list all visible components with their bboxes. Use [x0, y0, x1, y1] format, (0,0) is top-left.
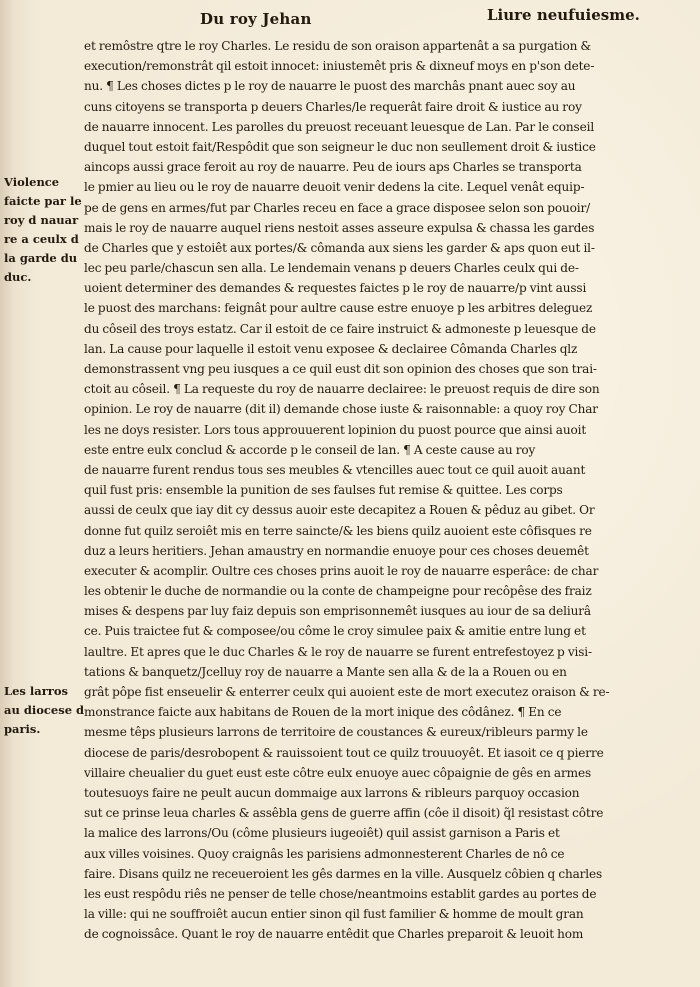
- body-text-column: [84, 36, 684, 944]
- text-line: aux villes voisines. Quoy craignâs les parisiens admonnesterent Charles de nô ce: [84, 846, 565, 861]
- text-line: mesme têps plusieurs larrons de territoire de coustances & eureux/ribleurs parmy le: [84, 725, 588, 740]
- margin-note-violence: [4, 173, 84, 287]
- text-line: toutesuoys faire ne peult aucun dommaige aux larrons & ribleurs parquoy occasion: [84, 785, 580, 800]
- text-line: monstrance faicte aux habitans de Rouen de la mort inique des côdânez. ¶ En ce: [84, 705, 562, 720]
- text-line: demonstrassent vng peu iusques a ce quil eust dit son opinion des choses que son trai-: [84, 362, 597, 376]
- running-title-left: Du roy Jehan: [200, 10, 312, 28]
- margin-note-line: roy d nauar: [4, 213, 79, 227]
- text-line: ce. Puis traictee fut & composee/ou côme le croy simulee paix & amitie entre lung et: [84, 624, 586, 639]
- margin-note-line: au diocese d: [4, 703, 85, 717]
- text-line: la malice des larrons/Ou (côme plusieurs iugeoiêt) quil assist garnison a Paris et: [84, 826, 560, 841]
- text-line: mais le roy de nauarre auquel riens nestoit asses asseure expulsa & chassa les gardes: [84, 220, 595, 235]
- text-line: le puost des marchans: feignât pour aultre cause estre enuoye p les arbitres deleguez: [84, 301, 593, 316]
- text-line: pe de gens en armes/fut par Charles receu en face a grace disposee selon son pouoir/: [84, 200, 591, 215]
- text-line: aincops aussi grace feroit au roy de nauarre. Peu de iours aps Charles se transporta: [84, 160, 582, 175]
- text-line: les obtenir le duche de normandie ou la conte de champeigne pour recôpêse des fraiz: [84, 584, 592, 599]
- text-line: de nauarre innocent. Les parolles du preuost receuant leuesque de Lan. Par le conseil: [84, 119, 595, 134]
- text-line: duquel tout estoit fait/Respôdit que son seigneur le duc non seullement droit & iustice: [84, 139, 596, 154]
- margin-note-line: la garde du: [4, 251, 78, 265]
- margin-note-line: Violence: [4, 175, 60, 189]
- text-line: de Charles que y estoiêt aux portes/& cômanda aux siens les garder & aps quon eut il-: [84, 240, 595, 255]
- text-line: laultre. Et apres que le duc Charles & le roy de nauarre se furent entrefestoyez p visi-: [84, 644, 592, 659]
- text-line: donne fut quilz seroiêt mis en terre saincte/& les biens quilz auoient este côfisques re: [84, 523, 592, 538]
- margin-note-larrons: [4, 682, 84, 739]
- text-line: la ville: qui ne souffroiêt aucun entier sinon qil fust familier & homme de moult gran: [84, 907, 584, 922]
- text-line: executer & acomplir. Oultre ces choses prins auoit le roy de nauarre esperâce: de char: [84, 563, 599, 578]
- text-line: les eust respôdu riês ne penser de telle chose/neantmoins establit gardes au portes de: [84, 886, 597, 901]
- text-line: grât pôpe fist enseuelir & enterrer ceulx qui auoient este de mort executez oraison & re-: [84, 685, 610, 699]
- margin-note-line: Les larros: [4, 684, 68, 698]
- margin-note-line: re a ceulx d: [4, 232, 79, 246]
- text-line: duz a leurs heritiers. Jehan amaustry en normandie enuoye pour ces choses deuemêt: [84, 543, 589, 558]
- margin-note-line: duc.: [4, 270, 32, 284]
- text-line: diocese de paris/desrobopent & rauissoient tout ce quilz trouuoyêt. Et iasoit ce q pierre: [84, 745, 604, 760]
- text-line: de cognoissâce. Quant le roy de nauarre entêdit que Charles preparoit & leuoit hom: [84, 927, 584, 942]
- text-line: aussi de ceulx que iay dit cy dessus auoir este decapitez a Rouen & pêduz au gibet. Or: [84, 503, 595, 518]
- text-line: tations & banquetz/Jcelluy roy de nauarre a Mante sen alla & de la a Rouen ou en: [84, 664, 567, 679]
- text-line: cuns citoyens se transporta p deuers Charles/le requerât faire droit & iustice au roy: [84, 99, 582, 114]
- running-title-right: Liure neufuiesme.: [487, 6, 640, 24]
- text-line: les ne doys resister. Lors tous approuuerent lopinion du puost pource que ainsi auoit: [84, 422, 587, 437]
- text-line: et remôstre qtre le roy Charles. Le residu de son oraison appartenât a sa purgation &: [84, 39, 592, 53]
- page-header: [0, 4, 700, 34]
- text-line: mises & despens par luy faiz depuis son emprisonnemêt iusques au iour de sa deliurâ: [84, 604, 591, 619]
- text-line: lan. La cause pour laquelle il estoit venu exposee & declairee Cômanda Charles qlz: [84, 341, 578, 356]
- text-line: este entre eulx conclud & accorde p le conseil de lan. ¶ A ceste cause au roy: [84, 442, 536, 457]
- text-line: lec peu parle/chascun sen alla. Le lendemain venans p deuers Charles ceulx qui de-: [84, 261, 579, 276]
- text-line: nu. ¶ Les choses dictes p le roy de nauarre le puost des marchâs pnant auec soy au: [84, 79, 576, 94]
- text-line: execution/remonstrât qil estoit innocet: iniustemêt pris & dixneuf moys en p'son dete-: [84, 59, 595, 74]
- text-line: du côseil des troys estatz. Car il estoit de ce faire instruict & admoneste p leuesque de: [84, 321, 596, 336]
- text-line: le pmier au lieu ou le roy de nauarre deuoit venir dedens la cite. Lequel venât equip-: [84, 180, 585, 195]
- text-line: faire. Disans quilz ne receueroient les gês darmes en la ville. Ausquelz côbien q charles: [84, 866, 603, 881]
- margin-note-line: faicte par le: [4, 194, 82, 208]
- text-line: opinion. Le roy de nauarre (dit il) demande chose iuste & raisonnable: a quoy roy Char: [84, 402, 598, 417]
- margin-note-line: paris.: [4, 722, 41, 736]
- text-line: ctoit au côseil. ¶ La requeste du roy de nauarre declairee: le preuost requis de dire son: [84, 382, 600, 397]
- text-line: uoient determiner des demandes & requestes faictes p le roy de nauarre/p vint aussi: [84, 281, 587, 296]
- text-line: de nauarre furent rendus tous ses meubles & vtencilles auec tout ce quil auoit auant: [84, 462, 586, 477]
- text-line: sut ce prinse leua charles & assêbla gens de guerre affin (côe il disoit) q̃l resistast côtre: [84, 806, 604, 821]
- text-line: villaire cheualier du guet eust este côtre eulx enuoye auec côpaignie de gês en armes: [84, 765, 592, 780]
- text-line: quil fust pris: ensemble la punition de ses faulses fut remise & quittee. Les corps: [84, 483, 563, 498]
